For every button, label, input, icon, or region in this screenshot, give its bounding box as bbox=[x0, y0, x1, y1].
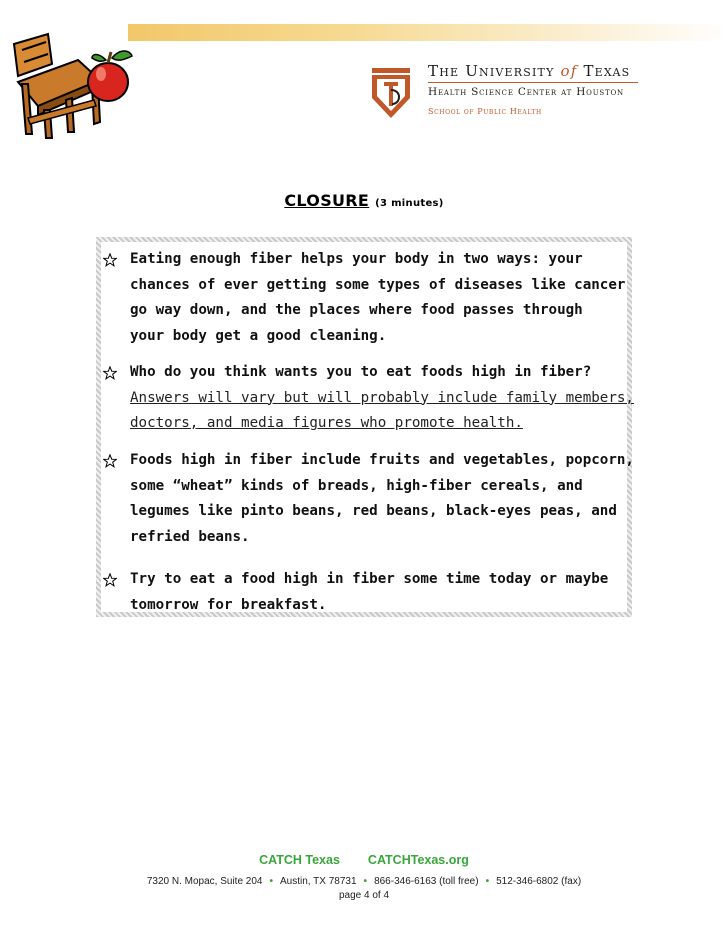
school-name: School of Public Health bbox=[428, 107, 542, 116]
title-duration: (3 minutes) bbox=[375, 198, 444, 209]
bullet-line: Try to eat a food high in fiber some time today or maybe bbox=[130, 571, 609, 587]
bullet-line: Who do you think wants you to eat foods high in fiber? bbox=[130, 364, 592, 380]
bullet-line: go way down, and the places where food passes through bbox=[130, 302, 583, 318]
page-number: page 4 of 4 bbox=[338, 890, 390, 901]
university-name: The University of Texas bbox=[428, 62, 631, 80]
footer-phone: 866-346-6163 (toll free) bbox=[374, 876, 479, 887]
star-icon bbox=[103, 366, 117, 380]
bullet-line: Eating enough fiber helps your body in two ways: your bbox=[130, 251, 583, 267]
bullet-text bbox=[130, 247, 625, 349]
footer-separator: • bbox=[485, 876, 490, 887]
footer-address: 7320 N. Mopac, Suite 204 bbox=[146, 876, 263, 887]
bullet-text bbox=[130, 448, 634, 550]
logo-divider bbox=[428, 82, 638, 83]
star-icon bbox=[103, 573, 117, 587]
footer-website-link[interactable]: CATCHTexas.org bbox=[367, 853, 469, 867]
university-subtitle: Health Science Center at Houston bbox=[428, 86, 624, 98]
star-icon bbox=[103, 253, 117, 267]
bullet-text bbox=[130, 360, 634, 437]
answer-line: doctors, and media figures who promote health. bbox=[130, 415, 523, 431]
ut-health-seal-icon bbox=[366, 64, 416, 122]
footer-separator: • bbox=[269, 876, 273, 887]
bullet-line: tomorrow for breakfast. bbox=[130, 596, 327, 613]
closure-content-box bbox=[96, 237, 632, 617]
footer-fax: 512-346-6802 (fax) bbox=[496, 876, 582, 887]
bullet-text bbox=[130, 567, 608, 618]
footer-separator: • bbox=[363, 876, 368, 887]
title-text: CLOSURE bbox=[284, 191, 370, 210]
star-icon bbox=[103, 454, 117, 468]
bullet-line: Foods high in fiber include fruits and vegetables, popcorn, bbox=[130, 452, 634, 468]
footer-org: CATCH Texas bbox=[259, 853, 340, 867]
answer-line: Answers will vary but will probably include family members, bbox=[130, 389, 634, 406]
footer-city: Austin, TX 78731 bbox=[280, 876, 357, 887]
school-desk-apple-icon bbox=[8, 22, 136, 140]
bullet-line: legumes like pinto beans, red beans, black-eyes peas, and bbox=[130, 503, 617, 519]
bullet-line: some “wheat” kinds of breads, high-fiber cereals, and bbox=[130, 477, 583, 494]
university-logo bbox=[362, 60, 662, 130]
bullet-line: chances of ever getting some types of diseases like cancer bbox=[130, 276, 626, 293]
footer-contact-line bbox=[0, 876, 728, 887]
bullet-line: refried beans. bbox=[130, 528, 250, 545]
header-band bbox=[128, 24, 728, 41]
footer-org-line bbox=[0, 853, 728, 867]
page-title bbox=[0, 191, 728, 210]
bullet-line: your body get a good cleaning. bbox=[130, 327, 387, 344]
